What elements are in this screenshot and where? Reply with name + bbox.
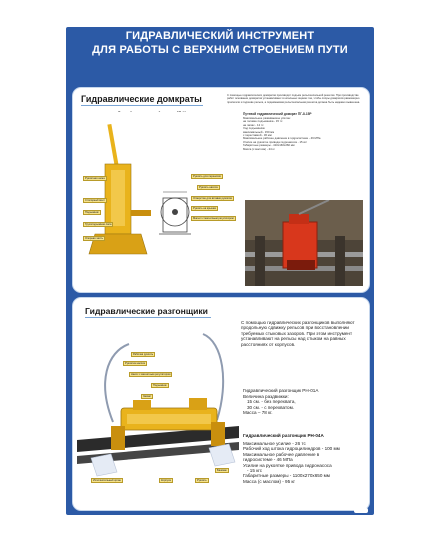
label-handle-bar: Рукоятная шина [85, 177, 105, 180]
rn01a-spec-line: Масса – 78 кг. [243, 410, 273, 416]
rn04a-spec-line: Максимальное рабочее давление в [243, 451, 320, 457]
rn04a-specs [243, 441, 367, 484]
label-handle-hole: Отверстие для вставки рукоятки [193, 197, 233, 200]
poster-title-line1: ГИДРАВЛИЧЕСКИЙ ИНСТРУМЕНТ [125, 30, 315, 42]
label-carry-handle: Рукоять для переноски [193, 175, 221, 178]
label-base: Опорная часть [85, 237, 103, 240]
pg-spec-line: Усилие на рукоятке привода гидронасоса - 15 кгс [243, 139, 307, 144]
pg-spec-line: Габаритные размеры - 410x160x260 мм [243, 143, 295, 148]
pg-spec-line: с переставкой - 30 мм [243, 133, 272, 138]
rn04a-spec-line: Максимальное усилие - 26 тс [243, 441, 306, 446]
label-pump-handle-spreader: Рукоятка насоса [125, 362, 145, 365]
pg-spec-line: Ход подъемника: [243, 126, 266, 131]
rn04a-title: Гидравлический разгонщик РН-04А [243, 433, 324, 438]
label-lifter: Подъемник [85, 211, 99, 214]
rn01a-spec-line: 30 см. - с перехватом. [247, 404, 295, 410]
spreaders-heading-underline [85, 317, 211, 318]
label-shoe: Башмак [217, 469, 227, 472]
label-spreader-lifter: Подъемник [153, 384, 167, 387]
pg-spec-line: на лапах - 12 тс [243, 122, 264, 127]
pg-title: Путевой гидравлический домкрат ПГ-8-15Р [243, 112, 312, 116]
pg-specs [243, 117, 368, 151]
label-actuator: Исполнительный орган [93, 479, 121, 482]
pg-spec-line: Масса (с маслом) - 24 кг [243, 146, 275, 151]
page-tab [354, 508, 368, 513]
label-work-handle: Рабочая рукоять [133, 353, 154, 356]
label-housings: Корпуса [161, 479, 171, 482]
label-grip: Захват [143, 395, 152, 398]
pg-spec-line: максимальный - 150 мм [243, 129, 275, 134]
rn01a-specs [243, 394, 365, 416]
jacks-heading: Гидравлические домкраты [81, 94, 202, 104]
jacks-panel [72, 87, 370, 293]
spreaders-heading: Гидравлические разгонщики [85, 306, 208, 316]
spreaders-intro: С помощью гидравлических разгонщиков выполняют продольную сдвижку рельсов при восстановлении требуемых стыковых зазоров. При этом инструмент устанавливают на рельсы над стыком на равных расстояниях от корпусов. [241, 320, 355, 347]
poster-title [66, 29, 374, 57]
label-stop-screw: Стопорный винт [85, 199, 105, 202]
jacks-heading-underline [81, 105, 203, 106]
pg-spec-line: Максимальное рабочее давление в гидросистеме - 46 МПа [243, 136, 321, 141]
poster [66, 27, 374, 515]
poster-title-line2: ДЛЯ РАБОТЫ С ВЕРХНИМ СТРОЕНИЕМ ПУТИ [92, 44, 348, 56]
rn04a-spec-line: Масса (с маслом) - 95 кг [243, 478, 296, 484]
pg-spec-line: Максимальное развиваемое усилие: [243, 116, 291, 120]
spreaders-panel [72, 297, 370, 511]
label-handle: Рукоять [197, 479, 207, 482]
rn04a-spec-line: Рабочий ход штока гидроцилиндров - 100 мм [243, 446, 340, 452]
pg-spec-line: на головке подъемника - 15 тс [243, 119, 283, 124]
rn04a-spec-line: гидросистеме - 46 МПа [243, 457, 293, 463]
rn01a-spec-line: Величина раздвижки: [243, 394, 289, 399]
pg-jack-photo [245, 200, 363, 286]
rn01a-title: Гидравлический разгонщик РН-01А [243, 388, 319, 393]
jacks-intro: С помощью гидравлических домкратов производят подъем рельсошпальной решетки. При производстве работ основание домкратов устанавливают в шпальных ящиках так, чтобы опоры домкратов равномерно прилегали к подошве рельса, а поднимаемая рельсошпальная решетка должна быть надежно вывешена. [227, 94, 361, 104]
label-magnet-regulator: Магнит с магнитным регулятором [193, 217, 234, 220]
label-lifting-paw: Грузоподъемная лапа [85, 223, 112, 226]
label-pump-regulator: Насос с магнитным регулятором [131, 373, 171, 376]
rn04a-spec-line: Усилие на рукоятке привода гидронасоса [243, 462, 332, 468]
label-lid-handle: Рукоять на крышке [193, 207, 217, 210]
rn04a-spec-line: - 15 кгс [247, 468, 263, 474]
label-pump-handle: Рукоять насоса [199, 186, 218, 189]
rn04a-spec-line: Габаритные размеры - 1100x270x650 мм [243, 473, 330, 479]
rn01a-spec-line: 15 см. - без перехвата, [247, 399, 296, 405]
